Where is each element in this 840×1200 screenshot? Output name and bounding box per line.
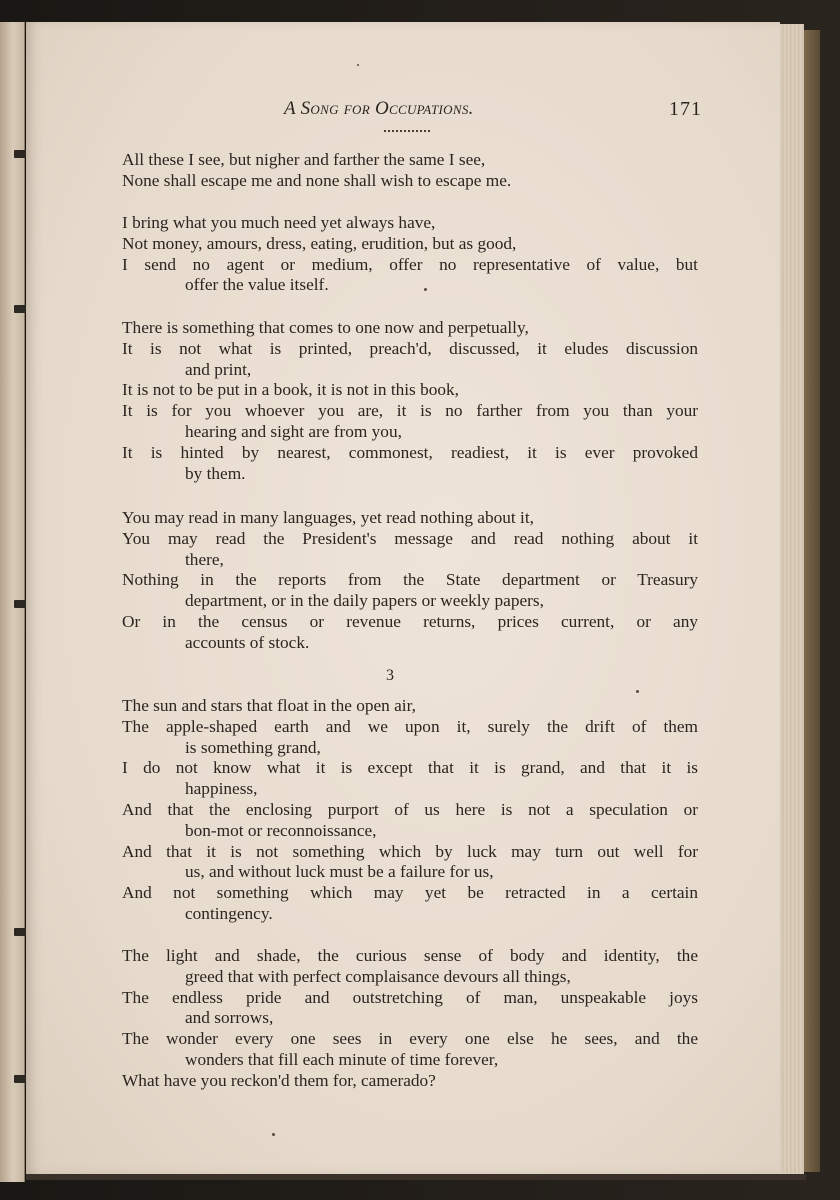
stanza	[122, 508, 698, 654]
paper-speck	[272, 1133, 275, 1136]
verse-line-continuation: and sorrows,	[185, 1008, 274, 1028]
running-title: A Song for Occupations.	[284, 98, 474, 119]
running-header	[284, 98, 702, 126]
verse-line: You may read in many languages, yet read nothing about it,	[122, 508, 534, 527]
verse-line: Nothing in the reports from the State department or Treasury	[122, 570, 698, 590]
verse-line-continuation: contingency.	[185, 903, 273, 923]
paper-speck	[636, 690, 639, 693]
verse-line-continuation: by them.	[185, 463, 246, 483]
verse-line: Or in the census or revenue returns, prices current, or any	[122, 611, 698, 631]
stanza	[122, 213, 698, 296]
verse-line: The sun and stars that float in the open air,	[122, 696, 416, 715]
verse-line: None shall escape me and none shall wish to escape me.	[122, 170, 512, 190]
verse-line-continuation: and print,	[185, 359, 252, 379]
verse-line: What have you reckon'd them for, camerado?	[122, 1070, 436, 1090]
verse-line: The light and shade, the curious sense of body and identity, the	[122, 946, 698, 965]
verse-line-continuation: there,	[185, 549, 224, 569]
page-bottom-shadow	[26, 1174, 806, 1180]
page-block-edge	[780, 24, 804, 1176]
paper-speck	[424, 288, 427, 291]
paper-speck	[357, 64, 359, 66]
verse-line: There is something that comes to one now and perpetually,	[122, 318, 529, 337]
verse-line: It is for you whoever you are, it is no farther from you than your	[122, 401, 698, 421]
verse-line: I bring what you much need yet always have,	[122, 213, 436, 232]
verse-line: I send no agent or medium, offer no representative of value, but	[122, 254, 698, 274]
verse-line: The endless pride and outstretching of man, unspeakable joys	[122, 987, 698, 1007]
book-cover-edge	[804, 30, 820, 1172]
stanza	[122, 696, 698, 925]
verse-line-continuation: bon-mot or reconnoissance,	[185, 820, 377, 840]
verse-line-continuation: wonders that fill each minute of time forever,	[185, 1049, 499, 1069]
page-number: 171	[669, 98, 702, 120]
verse-line: It is not what is printed, preach'd, discussed, it eludes discussion	[122, 338, 698, 358]
verse-line: You may read the President's message and read nothing about it	[122, 528, 698, 548]
verse-line: And not something which may yet be retracted in a certain	[122, 883, 698, 903]
verse-line-continuation: hearing and sight are from you,	[185, 421, 402, 441]
verse-line-continuation: happiness,	[185, 779, 258, 799]
verse-line: The wonder every one sees in every one else he sees, and the	[122, 1029, 698, 1049]
header-ornament-rule	[384, 130, 430, 134]
stanza	[122, 318, 698, 484]
verse-line-continuation: greed that with perfect complaisance devours all things,	[185, 966, 571, 986]
section-number: 3	[386, 667, 394, 684]
verse-line-continuation: accounts of stock.	[185, 632, 310, 652]
verse-line: I do not know what it is except that it is grand, and that it is	[122, 758, 698, 778]
verse-line: All these I see, but nigher and farther the same I see,	[122, 150, 486, 169]
verse-line: And that it is not something which by luck may turn out well for	[122, 841, 698, 861]
verse-line: The apple-shaped earth and we upon it, surely the drift of them	[122, 716, 698, 736]
stanza	[122, 150, 698, 192]
verse-line-continuation: is something grand,	[185, 737, 321, 757]
verse-line-continuation: department, or in the daily papers or weekly papers,	[185, 591, 544, 611]
verse-line: Not money, amours, dress, eating, erudition, but as good,	[122, 233, 517, 253]
verse-line: It is hinted by nearest, commonest, readiest, it is ever provoked	[122, 442, 698, 462]
verse-line: It is not to be put in a book, it is not in this book,	[122, 380, 459, 400]
verse-line-continuation: offer the value itself.	[185, 275, 329, 295]
verse-line-continuation: us, and without luck must be a failure for us,	[185, 862, 494, 882]
verse-line: And that the enclosing purport of us here is not a speculation or	[122, 799, 698, 819]
stanza	[122, 946, 698, 1092]
